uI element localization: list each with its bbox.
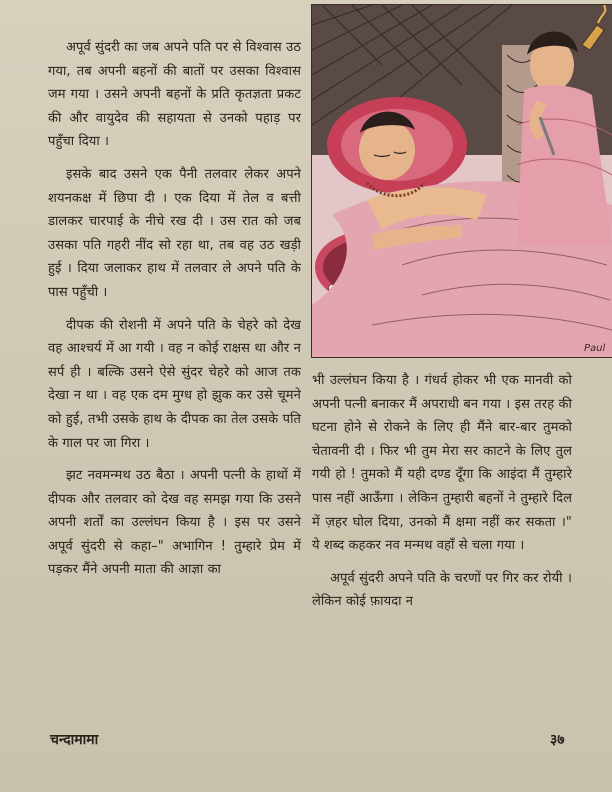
paragraph: अपूर्व सुंदरी का जब अपने पति पर से विश्वास उठ गया, तब अपनी बहनों की बातों पर उसका विश्वास जम गया । उसने अपनी बहनों के प्रति कृतज्ञता प्रकट की और वायुदेव की सहायता से उनको पहाड़ पर पहुँचा दिया । (48, 40, 301, 150)
paragraph: झट नवमन्मथ उठ बैठा । अपनी पत्नी के हाथों में दीपक और तलवार को देख वह समझ गया कि उसने अपनी शर्तों का उल्लंघन किया है । इस पर उसने अपूर्व सुंदरी से कहा–" अभागिन ! तुम्हारे प्रेम में पड़कर मैंने अपनी माता की आज्ञा का (48, 468, 301, 578)
illustration-svg (312, 5, 612, 357)
right-text-column (312, 369, 572, 623)
artist-signature: Paul (584, 343, 606, 354)
paragraph: इसके बाद उसने एक पैनी तलवार लेकर अपने शयनकक्ष में छिपा दी । एक दिया में तेल व बत्ती डालकर चारपाई के नीचे रख दी । उस रात को जब उसका पति गहरी नींद सो रहा था, तब वह उठ खड़ी हुई । दिया जलाकर हाथ में तलवार ले अपने पति के पास पहुँची । (48, 166, 301, 300)
story-illustration (311, 4, 612, 358)
paragraph: भी उल्लंघन किया है । गंधर्व होकर भी एक मानवी को अपनी पत्नी बनाकर मैं अपराधी बन गया । इस तरह की घटना होने से रोकने के लिए ही मैंने बार-बार तुमको चेतावनी दी । फिर भी तुम मेरा सर काटने के लिए तुल गयी हो ! तुमको मैं यही दण्ड दूँगा कि आइंदा मैं तुम्हारे पास नहीं आऊँगा । लेकिन तुम्हारी बहनों ने तुम्हारे दिल में ज़हर घोल दिया, उनको मैं क्षमा नहीं कर सकता ।" ये शब्द कहकर नव मन्मथ वहाँ से चला गया । (312, 373, 572, 554)
paragraph: दीपक की रोशनी में अपने पति के चेहरे को देख वह आश्चर्य में आ गयी । वह न कोई राक्षस था और न सर्प ही । बल्कि उसने ऐसे सुंदर चेहरे को आज तक देखा न था । वह एक दम मुग्ध हो झुक कर उसे चूमने को हुई, तभी उसके हाथ के दीपक का तेल उसके पति के गाल पर जा गिरा । (48, 317, 301, 451)
paragraph: अपूर्व सुंदरी अपने पति के चरणों पर गिर कर रोयी । लेकिन कोई फ़ायदा न (312, 570, 572, 610)
left-text-column (48, 36, 301, 591)
page-number: ३७ (550, 732, 565, 748)
magazine-title: चन्दामामा (50, 732, 99, 748)
